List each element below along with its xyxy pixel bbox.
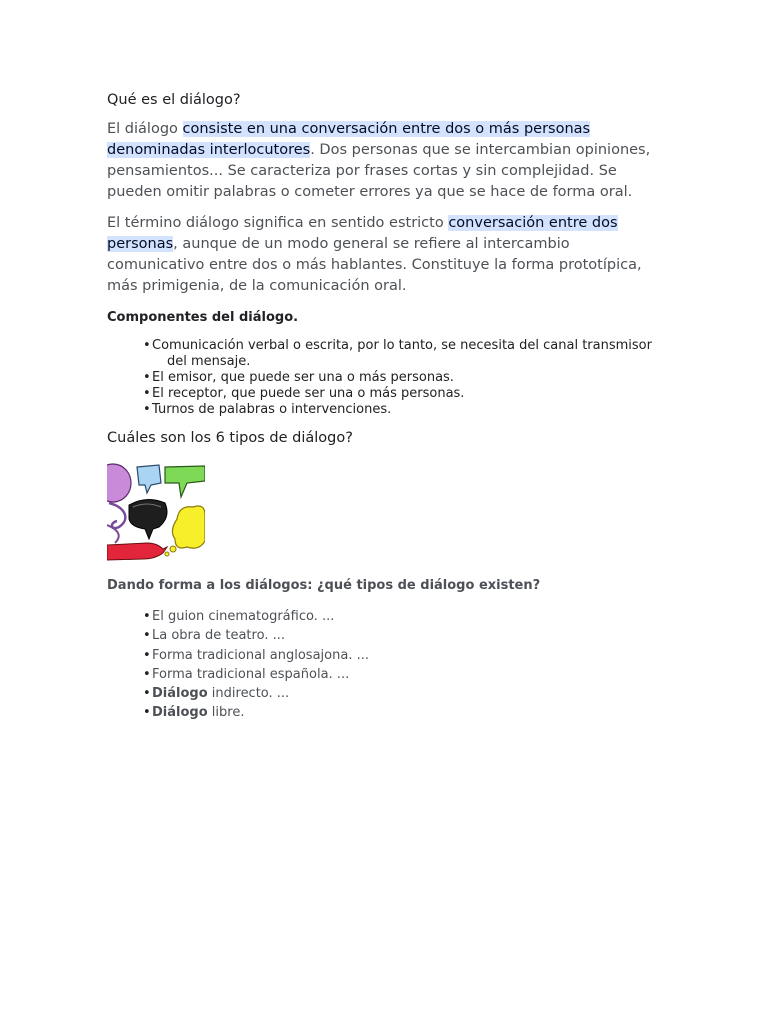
speech-bubbles-image [107,463,205,561]
type-5-text: indirecto. ... [207,686,290,702]
p1-pre: El diálogo [107,121,183,137]
dialogue-types-list [107,607,667,723]
list-item [144,338,667,370]
definition-paragraph-1 [107,119,667,203]
list-item [144,684,667,703]
section-title-what-is-dialogue: Qué es el diálogo? [107,92,241,108]
component-1-line1: Comunicación verbal o escrita, por lo tanto, se necesita del canal transmisor [152,338,652,353]
document-page [107,90,667,723]
section-title-dialogue-types: Cuáles son los 6 tipos de diálogo? [107,430,353,446]
component-4: Turnos de palabras o intervenciones. [152,402,392,417]
list-item [144,402,667,418]
list-item [144,607,667,626]
speech-bubbles-icon [107,463,205,561]
components-list [107,338,667,418]
list-item [144,626,667,645]
list-item [144,703,667,722]
p2-highlight: conversación entre dos personas [107,215,618,252]
component-2: El emisor, que puede ser una o más personas. [152,370,454,385]
list-item [144,646,667,665]
component-1-line2: del mensaje. [167,354,251,369]
type-6-text: libre. [207,705,245,721]
type-1-text: El guion cinematográfico. ... [152,609,335,624]
list-item [144,665,667,684]
p2-post: , aunque de un modo general se refiere al intercambio comunicativo entre dos o más hablantes. Constituye la forma prototípica, más primigenia, de la comunicación oral. [107,236,642,294]
component-3: El receptor, que puede ser una o más personas. [152,386,465,401]
type-2-text: La obra de teatro. ... [152,628,285,644]
p1-post: . Dos personas que se intercambian opiniones, pensamientos... Se caracteriza por frases cortas y sin complejidad. Se pueden omitir palabras o cometer errores ya que se hace de forma oral. [107,142,651,200]
components-heading: Componentes del diálogo. [107,310,299,325]
type-3-text: Forma tradicional anglosajona. ... [152,647,369,663]
p1-highlight: consiste en una conversación entre dos o más personas denominadas interlocutores [107,121,591,158]
types-subheading: Dando forma a los diálogos: ¿qué tipos de diálogo existen? [107,578,541,593]
type-6-bold: Diálogo [152,705,208,721]
list-item [144,370,667,386]
p2-pre: El término diálogo significa en sentido estricto [107,215,449,231]
type-4-text: Forma tradicional española. ... [152,666,350,682]
list-item [144,386,667,402]
definition-paragraph-2 [107,213,667,297]
type-5-bold: Diálogo [152,686,208,702]
